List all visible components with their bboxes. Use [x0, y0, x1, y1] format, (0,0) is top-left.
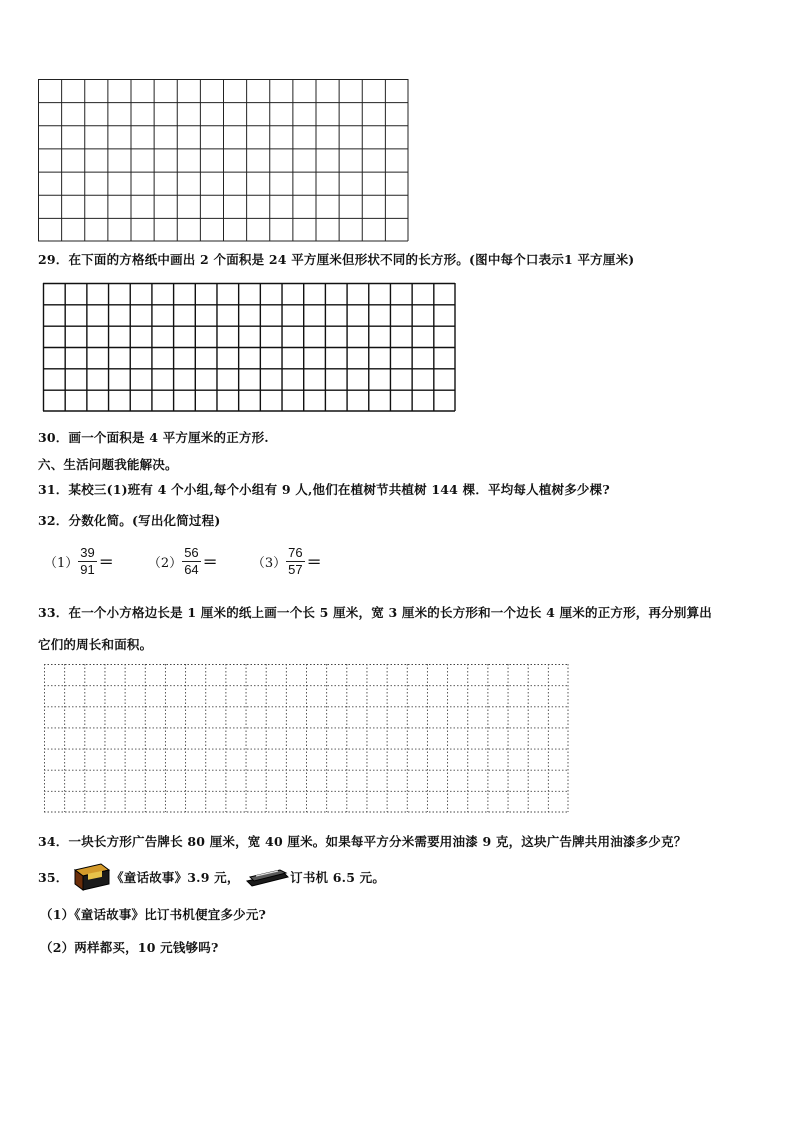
equals-sign: ＝: [202, 553, 218, 571]
grid-paper-question-29: [43, 283, 455, 411]
question-31-number: 31．: [38, 482, 69, 497]
question-33: [38, 603, 712, 621]
question-29: [38, 250, 634, 268]
fraction: [286, 545, 304, 578]
sub-question-1-text: （1）《童话故事》比订书机便宜多少元?: [40, 907, 267, 922]
numerator: 76: [288, 545, 303, 560]
question-33-continued: [38, 635, 152, 653]
section-6-heading: [38, 455, 178, 473]
question-34-text: 一块长方形广告牌长 80 厘米，宽 40 厘米。如果每平方分米需要用油漆 9 克，这块广告牌共用油漆多少克？: [68, 834, 687, 849]
question-35: [38, 862, 385, 895]
question-32-text: 分数化简。(写出化简过程): [68, 513, 221, 528]
sub-question-2-text: （2）两样都买，10 元钱够吗?: [40, 940, 219, 955]
fraction: [182, 545, 200, 578]
denominator: 64: [184, 562, 199, 577]
section-6-text: 六、生活问题我能解决。: [38, 457, 178, 472]
question-30-text: 画一个面积是 4 平方厘米的正方形.: [68, 430, 269, 445]
question-29-text: 在下面的方格纸中画出 2 个面积是 24 平方厘米但形状不同的长方形。(图中每个口表示1 平方厘米): [68, 252, 635, 267]
storybook-icon: [73, 862, 111, 895]
question-35-sub-2: [40, 938, 218, 956]
denominator: 57: [288, 562, 303, 577]
stapler-price-text: 订书机 6.5 元。: [290, 870, 386, 885]
numerator: 39: [80, 545, 95, 560]
fraction-label: （1）: [44, 556, 79, 571]
question-35-sub-1: [40, 905, 266, 923]
question-32: [38, 511, 220, 529]
question-30-number: 30．: [38, 430, 69, 445]
denominator: 91: [80, 562, 95, 577]
question-29-number: 29．: [38, 252, 69, 267]
book-price-text: 《童话故事》3.9 元，: [111, 870, 240, 885]
grid-paper-top: [38, 79, 408, 241]
question-33-line-2: 它们的周长和面积。: [38, 637, 153, 652]
question-34: [38, 832, 686, 850]
fraction-label: （3）: [251, 556, 287, 571]
question-30: [38, 428, 269, 446]
question-31-text: 某校三(1)班有 4 个小组,每个小组有 9 人,他们在植树节共植树 144 棵．平均每人植树多少棵?: [68, 482, 610, 497]
equals-sign: ＝: [306, 553, 322, 571]
fraction-row: [44, 545, 352, 578]
grid-paper-question-33: [44, 664, 568, 812]
fraction-item-1: [44, 545, 114, 578]
question-33-line-1: 在一个小方格边长是 1 厘米的纸上画一个长 5 厘米，宽 3 厘米的长方形和一个边长 4 厘米的正方形，再分别算出: [68, 605, 713, 620]
fraction: [78, 545, 96, 578]
question-33-number: 33．: [38, 605, 69, 620]
fraction-item-2: [148, 545, 218, 578]
question-31: [38, 480, 610, 498]
fraction-item-3: [252, 545, 322, 578]
equals-sign: ＝: [98, 553, 114, 571]
stapler-icon: [244, 865, 290, 892]
question-32-number: 32．: [38, 513, 69, 528]
question-34-number: 34．: [38, 834, 69, 849]
question-35-number: 35．: [38, 870, 69, 885]
fraction-label: （2）: [147, 556, 183, 571]
numerator: 56: [184, 545, 199, 560]
